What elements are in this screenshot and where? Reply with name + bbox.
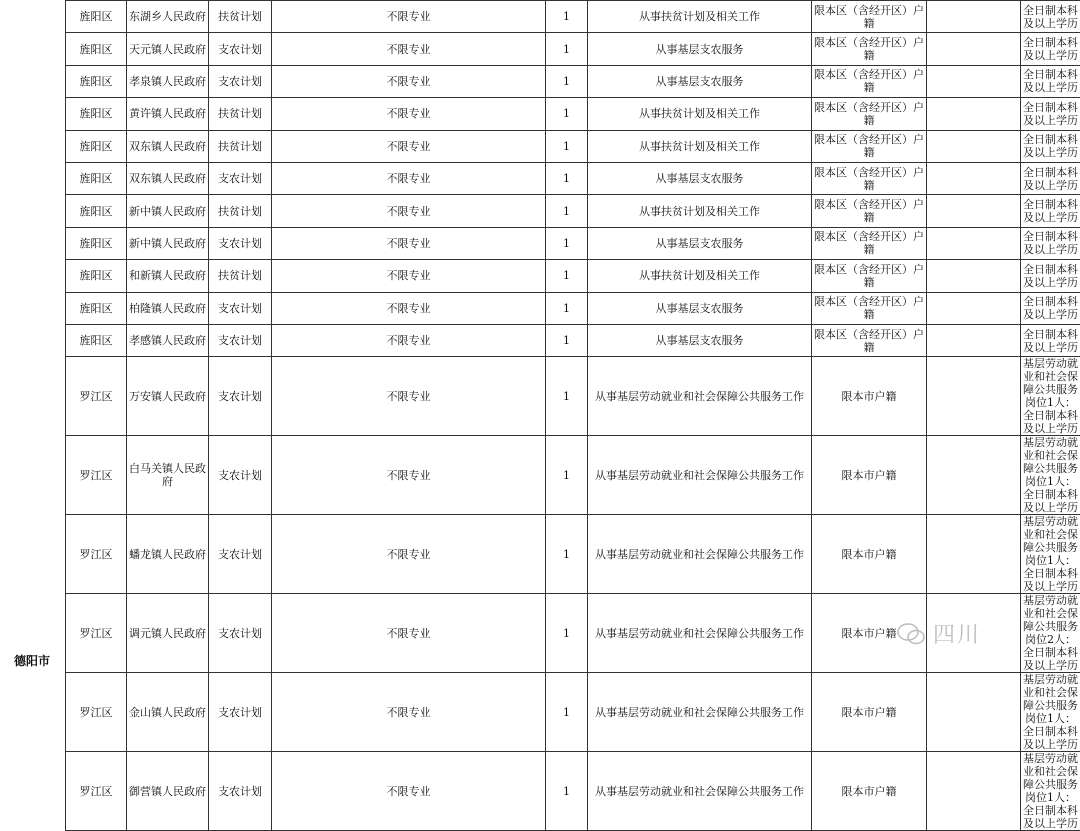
cell-district: 罗江区 [66,594,127,673]
cell-education: 全日制本科及以上学历 [1021,33,1080,65]
table-row [66,436,1080,515]
cell-plan: 扶贫计划 [209,98,272,130]
cell-plan: 支农计划 [209,357,272,436]
cell-count: 1 [546,1,588,33]
table-row [66,195,1080,227]
cell-major: 不限专业 [272,515,546,594]
cell-extra [927,130,1021,162]
table-row [66,594,1080,673]
cell-major: 不限专业 [272,436,546,515]
cell-unit: 东湖乡人民政府 [127,1,209,33]
cell-extra [927,752,1021,831]
cell-work: 从事基层支农服务 [588,227,812,259]
cell-count: 1 [546,752,588,831]
cell-unit: 孝泉镇人民政府 [127,65,209,97]
cell-plan: 支农计划 [209,515,272,594]
table-row [66,65,1080,97]
cell-extra [927,162,1021,194]
cell-plan: 支农计划 [209,673,272,752]
cell-major: 不限专业 [272,594,546,673]
table-body [66,1,1080,831]
table-row [66,260,1080,292]
cell-household: 限本区（含经开区）户籍 [812,227,927,259]
cell-unit: 万安镇人民政府 [127,357,209,436]
cell-unit: 白马关镇人民政府 [127,436,209,515]
cell-extra [927,594,1021,673]
cell-work: 从事基层劳动就业和社会保障公共服务工作 [588,436,812,515]
cell-household: 限本区（含经开区）户籍 [812,130,927,162]
cell-household: 限本市户籍 [812,673,927,752]
cell-major: 不限专业 [272,227,546,259]
cell-major: 不限专业 [272,33,546,65]
cell-extra [927,515,1021,594]
cell-household: 限本区（含经开区）户籍 [812,195,927,227]
cell-unit: 孝感镇人民政府 [127,324,209,356]
cell-major: 不限专业 [272,1,546,33]
cell-household: 限本区（含经开区）户籍 [812,260,927,292]
cell-district: 罗江区 [66,673,127,752]
cell-work: 从事扶贫计划及相关工作 [588,98,812,130]
cell-plan: 扶贫计划 [209,260,272,292]
cell-plan: 支农计划 [209,65,272,97]
cell-extra [927,65,1021,97]
table-row [66,130,1080,162]
cell-household: 限本市户籍 [812,357,927,436]
cell-work: 从事基层劳动就业和社会保障公共服务工作 [588,515,812,594]
cell-work: 从事基层劳动就业和社会保障公共服务工作 [588,673,812,752]
cell-education: 全日制本科及以上学历 [1021,195,1080,227]
cell-work: 从事扶贫计划及相关工作 [588,1,812,33]
cell-count: 1 [546,227,588,259]
cell-count: 1 [546,324,588,356]
cell-household: 限本区（含经开区）户籍 [812,162,927,194]
cell-household: 限本区（含经开区）户籍 [812,1,927,33]
cell-unit: 天元镇人民政府 [127,33,209,65]
cell-extra [927,357,1021,436]
cell-district: 罗江区 [66,515,127,594]
cell-work: 从事基层支农服务 [588,162,812,194]
cell-unit: 和新镇人民政府 [127,260,209,292]
cell-count: 1 [546,357,588,436]
cell-education: 基层劳动就业和社会保障公共服务岗位1人：全日制本科及以上学历 [1021,673,1080,752]
cell-work: 从事基层劳动就业和社会保障公共服务工作 [588,594,812,673]
cell-extra [927,324,1021,356]
cell-major: 不限专业 [272,162,546,194]
table-row [66,752,1080,831]
cell-major: 不限专业 [272,195,546,227]
cell-education: 全日制本科及以上学历 [1021,227,1080,259]
cell-district: 旌阳区 [66,65,127,97]
cell-work: 从事基层支农服务 [588,292,812,324]
table-row [66,515,1080,594]
cell-extra [927,673,1021,752]
table-row [66,673,1080,752]
cell-education: 全日制本科及以上学历 [1021,130,1080,162]
cell-unit: 新中镇人民政府 [127,227,209,259]
cell-count: 1 [546,65,588,97]
cell-extra [927,260,1021,292]
cell-count: 1 [546,162,588,194]
cell-work: 从事扶贫计划及相关工作 [588,195,812,227]
cell-work: 从事基层支农服务 [588,324,812,356]
cell-household: 限本区（含经开区）户籍 [812,33,927,65]
cell-major: 不限专业 [272,65,546,97]
cell-extra [927,227,1021,259]
cell-work: 从事基层支农服务 [588,33,812,65]
cell-district: 旌阳区 [66,1,127,33]
table-row [66,292,1080,324]
cell-plan: 支农计划 [209,292,272,324]
cell-work: 从事基层劳动就业和社会保障公共服务工作 [588,357,812,436]
cell-unit: 御营镇人民政府 [127,752,209,831]
cell-extra [927,292,1021,324]
city-label: 德阳市 [14,652,50,669]
cell-district: 旌阳区 [66,162,127,194]
cell-unit: 金山镇人民政府 [127,673,209,752]
cell-major: 不限专业 [272,324,546,356]
cell-household: 限本市户籍 [812,594,927,673]
cell-education: 基层劳动就业和社会保障公共服务岗位2人：全日制本科及以上学历 [1021,594,1080,673]
cell-unit: 蟠龙镇人民政府 [127,515,209,594]
cell-plan: 支农计划 [209,752,272,831]
cell-major: 不限专业 [272,130,546,162]
cell-plan: 支农计划 [209,436,272,515]
cell-count: 1 [546,292,588,324]
cell-education: 全日制本科及以上学历 [1021,324,1080,356]
cell-count: 1 [546,515,588,594]
table-row [66,162,1080,194]
cell-education: 全日制本科及以上学历 [1021,162,1080,194]
cell-major: 不限专业 [272,357,546,436]
cell-major: 不限专业 [272,260,546,292]
cell-district: 旌阳区 [66,292,127,324]
cell-district: 旌阳区 [66,227,127,259]
cell-education: 基层劳动就业和社会保障公共服务岗位1人：全日制本科及以上学历 [1021,357,1080,436]
cell-major: 不限专业 [272,752,546,831]
cell-household: 限本区（含经开区）户籍 [812,65,927,97]
table-row [66,33,1080,65]
cell-extra [927,1,1021,33]
cell-household: 限本市户籍 [812,436,927,515]
cell-extra [927,436,1021,515]
cell-household: 限本市户籍 [812,515,927,594]
cell-work: 从事扶贫计划及相关工作 [588,260,812,292]
cell-plan: 扶贫计划 [209,195,272,227]
cell-unit: 新中镇人民政府 [127,195,209,227]
table-row [66,357,1080,436]
cell-count: 1 [546,260,588,292]
cell-district: 旌阳区 [66,33,127,65]
cell-unit: 柏隆镇人民政府 [127,292,209,324]
cell-education: 全日制本科及以上学历 [1021,1,1080,33]
cell-education: 全日制本科及以上学历 [1021,260,1080,292]
cell-unit: 双东镇人民政府 [127,130,209,162]
cell-unit: 调元镇人民政府 [127,594,209,673]
cell-plan: 支农计划 [209,594,272,673]
cell-education: 全日制本科及以上学历 [1021,98,1080,130]
cell-count: 1 [546,594,588,673]
cell-district: 旌阳区 [66,260,127,292]
cell-plan: 支农计划 [209,227,272,259]
cell-district: 罗江区 [66,752,127,831]
cell-district: 旌阳区 [66,195,127,227]
cell-count: 1 [546,195,588,227]
cell-work: 从事基层支农服务 [588,65,812,97]
cell-district: 旌阳区 [66,324,127,356]
cell-extra [927,33,1021,65]
cell-count: 1 [546,130,588,162]
cell-household: 限本区（含经开区）户籍 [812,292,927,324]
cell-education: 全日制本科及以上学历 [1021,65,1080,97]
cell-unit: 黄许镇人民政府 [127,98,209,130]
positions-table [65,0,1080,831]
cell-work: 从事基层劳动就业和社会保障公共服务工作 [588,752,812,831]
cell-plan: 支农计划 [209,33,272,65]
table-row [66,98,1080,130]
cell-district: 旌阳区 [66,130,127,162]
cell-count: 1 [546,33,588,65]
cell-plan: 扶贫计划 [209,1,272,33]
cell-district: 罗江区 [66,436,127,515]
cell-unit: 双东镇人民政府 [127,162,209,194]
cell-education: 全日制本科及以上学历 [1021,292,1080,324]
table-row [66,227,1080,259]
table-row [66,324,1080,356]
cell-household: 限本市户籍 [812,752,927,831]
watermark-text: 四川 [933,623,981,648]
cell-count: 1 [546,436,588,515]
cell-district: 旌阳区 [66,98,127,130]
cell-major: 不限专业 [272,673,546,752]
cell-plan: 扶贫计划 [209,130,272,162]
cell-extra [927,195,1021,227]
cell-major: 不限专业 [272,98,546,130]
cell-education: 基层劳动就业和社会保障公共服务岗位1人：全日制本科及以上学历 [1021,752,1080,831]
cell-education: 基层劳动就业和社会保障公共服务岗位1人：全日制本科及以上学历 [1021,436,1080,515]
cell-education: 基层劳动就业和社会保障公共服务岗位1人：全日制本科及以上学历 [1021,515,1080,594]
table-row [66,1,1080,33]
cell-work: 从事扶贫计划及相关工作 [588,130,812,162]
cell-major: 不限专业 [272,292,546,324]
cell-plan: 支农计划 [209,324,272,356]
cell-extra [927,98,1021,130]
cell-plan: 支农计划 [209,162,272,194]
cell-household: 限本区（含经开区）户籍 [812,98,927,130]
cell-district: 罗江区 [66,357,127,436]
cell-count: 1 [546,98,588,130]
cell-count: 1 [546,673,588,752]
cell-household: 限本区（含经开区）户籍 [812,324,927,356]
